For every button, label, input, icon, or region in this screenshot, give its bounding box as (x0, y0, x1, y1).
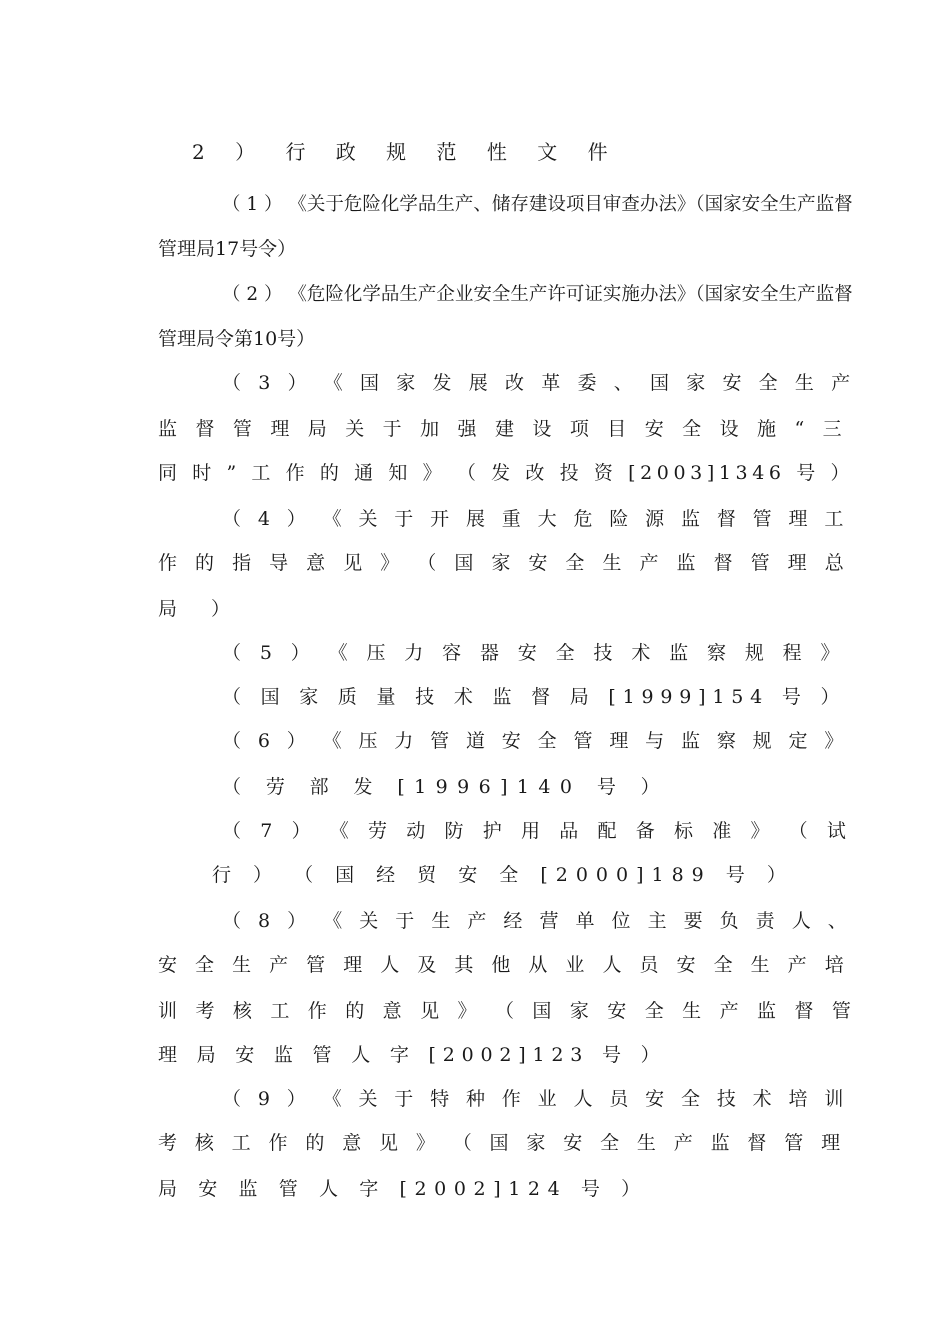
item-4-line-1: （ 4 ） 《 关 于 开 展 重 大 危 险 源 监 督 管 理 工 (222, 508, 849, 530)
item-7-line-1: （ 7 ） 《 劳 动 防 护 用 品 配 备 标 准 》 （ 试 (222, 820, 853, 842)
item-8-line-3: 训 考 核 工 作 的 意 见 》 （ 国 家 安 全 生 产 监 督 管 (158, 1000, 858, 1022)
item-3-line-3: 同 时 ” 工 作 的 通 知 》 （ 发 改 投 资 [2003]1346 号 ） (158, 462, 855, 484)
section-heading: 2 ） 行 政 规 范 性 文 件 (192, 140, 620, 164)
item-4-line-3: 局 ） (158, 598, 245, 620)
item-8-line-2: 安 全 生 产 管 理 人 及 其 他 从 业 人 员 安 全 生 产 培 (158, 954, 850, 976)
item-6-line-1: （ 6 ） 《 压 力 管 道 安 全 管 理 与 监 察 规 定 》 (222, 730, 849, 752)
item-9-line-3: 局 安 监 管 人 字 [2002]124 号 ） (158, 1178, 648, 1200)
item-8-line-4: 理 局 安 监 管 人 字 [2002]123 号 ） (158, 1044, 667, 1066)
item-1-line-2: 管理局17号令） (158, 238, 297, 260)
item-2-line-1: （ 2 ） 《危险化学品生产企业安全生产许可证实施办法》（国家安全生产监督 (222, 284, 853, 305)
item-1-line-1: （ 1 ） 《关于危险化学品生产、储存建设项目审查办法》（国家安全生产监督 (222, 194, 853, 215)
item-3-line-2: 监 督 管 理 局 关 于 加 强 建 设 项 目 安 全 设 施 “ 三 (158, 418, 848, 440)
item-3-line-1: （ 3 ） 《 国 家 发 展 改 革 委 、 国 家 安 全 生 产 (222, 372, 856, 394)
item-5-line-2: （ 国 家 质 量 技 术 监 督 局 [1999]154 号 ） (222, 686, 847, 708)
item-8-line-1: （ 8 ） 《 关 于 生 产 经 营 单 位 主 要 负 责 人 、 (222, 910, 853, 932)
item-6-line-2: （ 劳 部 发 [1996]140 号 ） (222, 776, 670, 798)
item-9-line-2: 考 核 工 作 的 意 见 》 （ 国 家 安 全 生 产 监 督 管 理 (158, 1132, 847, 1154)
item-7-line-2: 行 ） （ 国 经 贸 安 全 [2000]189 号 ） (212, 864, 794, 886)
item-4-line-2: 作 的 指 导 意 见 》 （ 国 家 安 全 生 产 监 督 管 理 总 (158, 552, 850, 574)
item-9-line-1: （ 9 ） 《 关 于 特 种 作 业 人 员 安 全 技 术 培 训 (222, 1088, 849, 1110)
item-2-line-2: 管理局令第10号） (158, 328, 316, 350)
item-5-line-1: （ 5 ） 《 压 力 容 器 安 全 技 术 监 察 规 程 》 (222, 642, 846, 664)
